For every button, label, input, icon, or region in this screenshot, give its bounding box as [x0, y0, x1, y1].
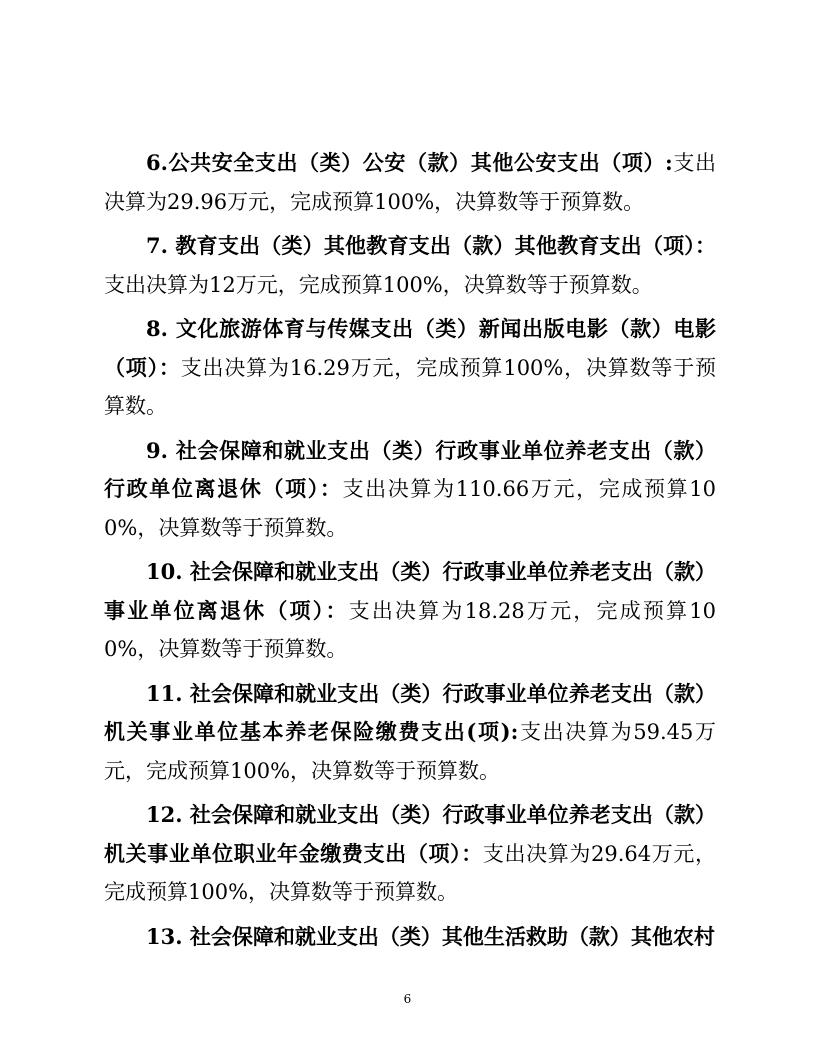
paragraph-heading: 7. 教育支出（类）其他教育支出（款）其他教育支出（项）：: [146, 233, 716, 258]
document-body: [104, 144, 716, 962]
paragraph-text: 支出决算为16.29万元，完成预算100%，决算数等于预算数。: [104, 355, 717, 418]
page-number: 6: [403, 992, 412, 1006]
paragraph-text: 支出决算为18.28万元，完成预算100%，决算数等于预算数。: [104, 598, 717, 661]
paragraph-heading: 10. 社会保障和就业支出（类）行政事业单位养老支出（款）事业单位离退休（项）：: [104, 559, 716, 623]
paragraph-7: [104, 227, 716, 304]
paragraph-text: 支出决算为12万元，完成预算100%，决算数等于预算数。: [104, 272, 653, 297]
paragraph-8: [104, 310, 716, 426]
paragraph-6: [104, 144, 716, 221]
paragraph-text: 支出决算为110.66万元，完成预算100%，决算数等于预算数。: [104, 477, 717, 540]
paragraph-heading: 8. 文化旅游体育与传媒支出（类）新闻出版电影（款）电影（项）：: [104, 316, 716, 380]
paragraph-13: [104, 918, 716, 957]
paragraph-heading: 6.公共安全支出（类）公安（款）其他公安支出（项）:: [146, 150, 673, 175]
paragraph-heading: 9. 社会保障和就业支出（类）行政事业单位养老支出（款）行政单位离退休（项）：: [104, 437, 716, 501]
paragraph-11: [104, 675, 716, 791]
paragraph-10: [104, 553, 716, 669]
paragraph-heading: 13. 社会保障和就业支出（类）其他生活救助（款）其他农村: [146, 923, 715, 949]
paragraph-text: 支出决算为59.45万元，完成预算100%，决算数等于预算数。: [104, 720, 716, 783]
paragraph-heading: 11. 社会保障和就业支出（类）行政事业单位养老支出（款）机关事业单位基本养老保险缴费支出(项):: [104, 680, 716, 744]
paragraph-text: 支出决算为29.96万元，完成预算100%，决算数等于预算数。: [104, 151, 716, 214]
paragraph-9: [104, 432, 716, 548]
paragraph-heading: 12. 社会保障和就业支出（类）行政事业单位养老支出（款）机关事业单位职业年金缴费支出（项）：: [104, 802, 716, 866]
paragraph-text: 支出决算为29.64万元，完成预算100%，决算数等于预算数。: [104, 841, 717, 904]
paragraph-12: [104, 796, 716, 912]
